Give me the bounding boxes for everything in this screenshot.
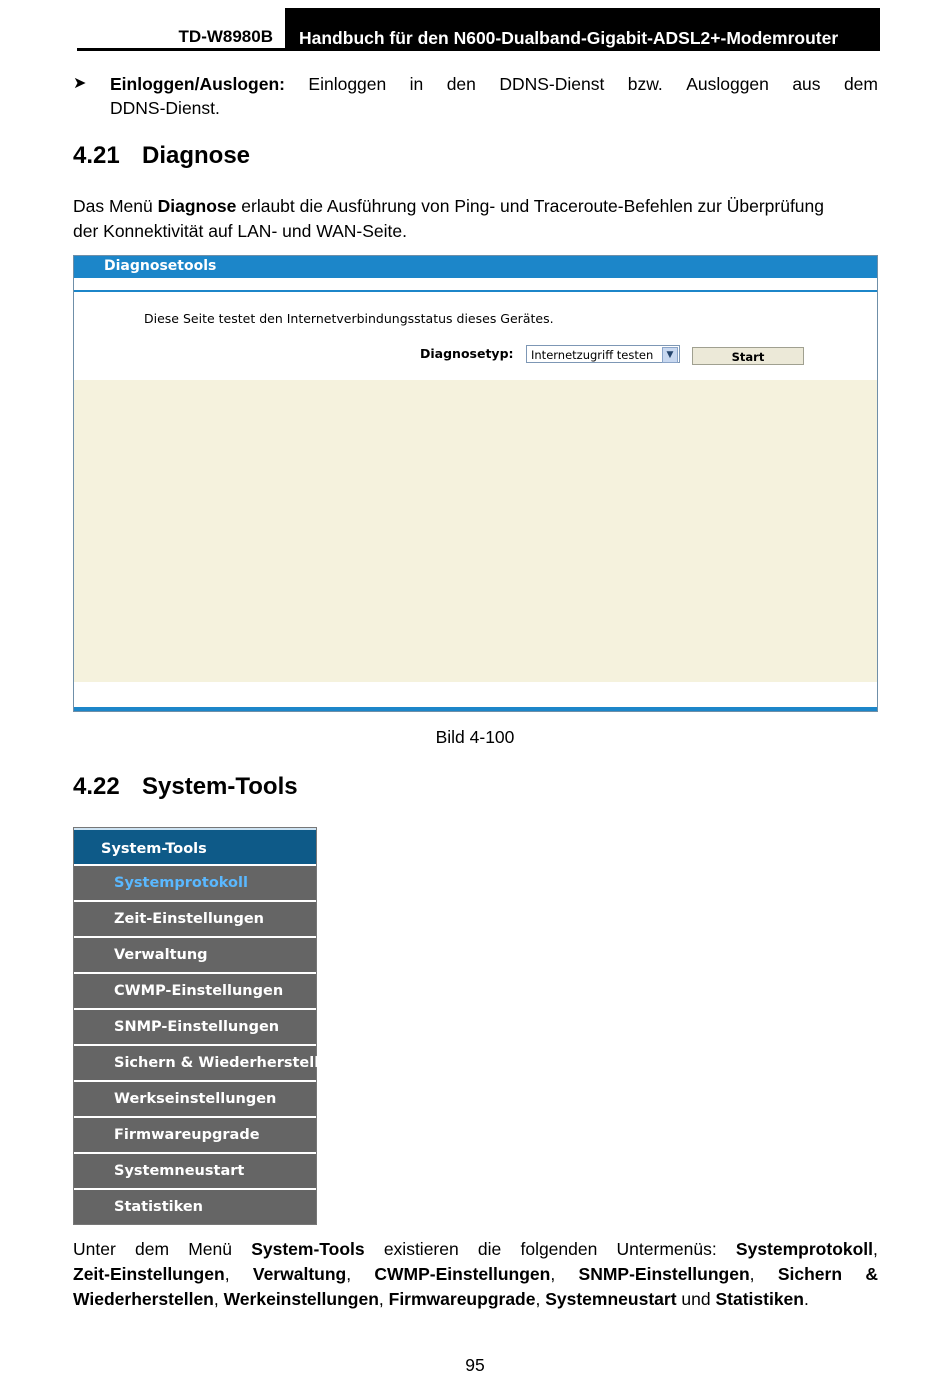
word: dem	[134, 1239, 170, 1259]
bold-term: Verwaltung	[252, 1264, 347, 1284]
word: existieren	[383, 1239, 459, 1259]
bold-term: Werkeinstellungen	[223, 1289, 379, 1309]
para-line-2: Zeit-Einstellungen, Verwaltung, CWMP-Einstellungen, SNMP-Einstellungen, Sichern &	[73, 1262, 878, 1287]
word: die	[477, 1239, 502, 1259]
bold-term: Zeit-Einstellungen	[73, 1264, 225, 1284]
bullet-term: Einloggen/Auslogen:	[110, 74, 285, 94]
bold-term: Statistiken	[715, 1289, 804, 1309]
page-number: 95	[465, 1355, 485, 1375]
page-header	[77, 8, 880, 50]
bold-term: Diagnose	[157, 196, 237, 216]
bold-term: Wiederherstellen	[73, 1289, 214, 1309]
diagnose-result-area	[74, 380, 877, 682]
word: Einloggen	[308, 74, 387, 94]
bold-term: SNMP-Einstellungen	[578, 1264, 750, 1284]
word: Ausloggen	[686, 74, 769, 94]
bold-term: &	[865, 1264, 878, 1284]
word: dem	[843, 74, 878, 94]
section-number: 4.22	[73, 773, 120, 800]
divider	[74, 290, 877, 292]
diagnosetools-title-bar: Diagnosetools	[74, 256, 877, 280]
bullet-line-2: DDNS-Dienst.	[110, 98, 220, 118]
bold-term: Firmwareupgrade	[388, 1289, 536, 1309]
bold-term: Sichern	[777, 1264, 843, 1284]
menu-item-systemneustart[interactable]: Systemneustart	[74, 1152, 316, 1188]
section-number: 4.21	[73, 142, 120, 169]
word: den	[446, 74, 476, 94]
word: Unter	[73, 1239, 116, 1259]
menu-item-zeit-einstellungen[interactable]: Zeit-Einstellungen	[74, 900, 316, 936]
word: Untermenüs:	[616, 1239, 717, 1259]
diagnose-description: Diese Seite testet den Internetverbindungsstatus dieses Gerätes.	[144, 311, 554, 326]
system-tools-menu	[73, 827, 340, 1225]
section-title: Diagnose	[142, 142, 251, 169]
bold-term: Systemneustart	[545, 1289, 677, 1309]
arrow-bullet-icon: ➤	[73, 75, 87, 92]
menu-item-verwaltung[interactable]: Verwaltung	[74, 936, 316, 972]
text: Das Menü	[73, 196, 158, 216]
menu-header-system-tools[interactable]: System-Tools	[74, 828, 316, 864]
diagnose-paragraph	[73, 194, 878, 244]
word: und	[681, 1289, 711, 1309]
start-button[interactable]: Start	[692, 347, 804, 365]
section-heading-system-tools	[73, 773, 298, 801]
word: bzw.	[627, 74, 663, 94]
menu-item-firmwareupgrade[interactable]: Firmwareupgrade	[74, 1116, 316, 1152]
bold-term: Systemprotokoll	[735, 1239, 874, 1259]
header-model	[77, 8, 285, 51]
system-tools-paragraph	[73, 1237, 878, 1312]
figure-caption: Bild 4-100	[435, 727, 515, 747]
bottom-divider	[74, 707, 877, 711]
bold-term: System-Tools	[251, 1239, 365, 1259]
section-heading-diagnose	[73, 142, 250, 170]
diagnose-type-label: Diagnosetyp:	[420, 346, 514, 361]
word: aus	[792, 74, 821, 94]
bullet-login-logout	[73, 72, 878, 120]
menu-item-sichern-wiederherstellen[interactable]: Sichern & Wiederherstellen	[74, 1044, 316, 1080]
text: erlaubt die Ausführung von Ping- und Traceroute-Befehlen zur Überprüfung	[236, 196, 824, 216]
menu-item-statistiken[interactable]: Statistiken	[74, 1188, 316, 1224]
diagnose-type-select[interactable]	[526, 345, 680, 363]
word: Menü	[188, 1239, 232, 1259]
header-title-text: Handbuch für den N600-Dualband-Gigabit-ADSL2+-Modemrouter	[299, 28, 839, 48]
menu-item-werkseinstellungen[interactable]: Werkseinstellungen	[74, 1080, 316, 1116]
para-line-3: Wiederherstellen, Werkeinstellungen, Firmwareupgrade, Systemneustart und Statistiken.	[73, 1289, 809, 1309]
menu-item-cwmp-einstellungen[interactable]: CWMP-Einstellungen	[74, 972, 316, 1008]
chevron-down-icon[interactable]: ▼	[662, 347, 678, 363]
diagnose-type-value: Internetzugriff testen	[531, 348, 654, 362]
menu-item-systemprotokoll[interactable]: Systemprotokoll	[74, 864, 316, 900]
word: folgenden	[520, 1239, 598, 1259]
menu-item-snmp-einstellungen[interactable]: SNMP-Einstellungen	[74, 1008, 316, 1044]
word: in	[409, 74, 424, 94]
bold-term: CWMP-Einstellungen	[374, 1264, 551, 1284]
header-model-text: TD-W8980B	[178, 27, 273, 46]
bullet-line-1	[110, 72, 878, 96]
header-title	[285, 8, 880, 51]
word: DDNS-Dienst	[499, 74, 605, 94]
text: der Konnektivität auf LAN- und WAN-Seite.	[73, 221, 407, 241]
diagnose-screenshot	[73, 255, 878, 712]
para-line-1: Unter dem Menü System-Tools existieren die folgenden Untermenüs: Systemprotokoll,	[73, 1237, 878, 1262]
section-title: System-Tools	[142, 773, 298, 800]
